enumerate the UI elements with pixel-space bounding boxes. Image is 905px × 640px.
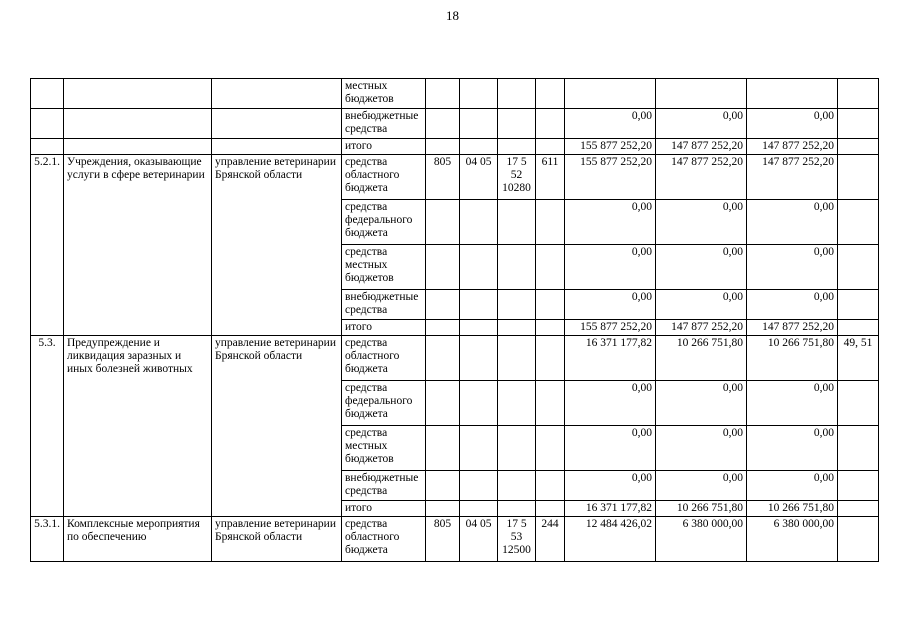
target-article-cell xyxy=(498,290,536,320)
target-article-cell xyxy=(498,320,536,336)
amount-year3-cell: 147 877 252,20 xyxy=(747,155,838,200)
funding-source-cell: итого xyxy=(342,139,426,155)
table-row xyxy=(31,517,879,562)
funding-source-cell: внебюджетные средства xyxy=(342,290,426,320)
measure-name-cell xyxy=(64,139,212,155)
amount-year2-cell: 0,00 xyxy=(656,245,747,290)
funding-source-cell: средства местных бюджетов xyxy=(342,426,426,471)
amount-year3-cell: 0,00 xyxy=(747,426,838,471)
expense-type-cell xyxy=(536,245,565,290)
table-row xyxy=(31,109,879,139)
expense-type-cell: 244 xyxy=(536,517,565,562)
amount-year1-cell xyxy=(565,79,656,109)
indicator-ref-cell xyxy=(838,109,879,139)
funding-source-cell: средства федерального бюджета xyxy=(342,200,426,245)
gov-code-cell xyxy=(426,245,460,290)
gov-code-cell: 805 xyxy=(426,517,460,562)
target-article-cell xyxy=(498,200,536,245)
amount-year1-cell: 0,00 xyxy=(565,381,656,426)
executor-cell: управление ветеринарии Брянской области xyxy=(212,517,342,562)
expense-type-cell: 611 xyxy=(536,155,565,200)
section-code-cell xyxy=(460,320,498,336)
row-number-cell: 5.2.1. xyxy=(31,155,64,336)
expense-type-cell xyxy=(536,200,565,245)
expense-type-cell xyxy=(536,381,565,426)
indicator-ref-cell xyxy=(838,200,879,245)
funding-source-cell: местных бюджетов xyxy=(342,79,426,109)
amount-year3-cell: 0,00 xyxy=(747,471,838,501)
executor-cell xyxy=(212,139,342,155)
expense-type-cell xyxy=(536,109,565,139)
funding-source-cell: средства областного бюджета xyxy=(342,517,426,562)
target-article-cell xyxy=(498,139,536,155)
amount-year3-cell: 0,00 xyxy=(747,200,838,245)
target-article-cell: 17 5 53 12500 xyxy=(498,517,536,562)
funding-source-cell: внебюджетные средства xyxy=(342,471,426,501)
amount-year1-cell: 16 371 177,82 xyxy=(565,501,656,517)
section-code-cell xyxy=(460,139,498,155)
executor-cell xyxy=(212,79,342,109)
indicator-ref-cell xyxy=(838,426,879,471)
amount-year1-cell: 16 371 177,82 xyxy=(565,336,656,381)
executor-cell xyxy=(212,109,342,139)
target-article-cell xyxy=(498,79,536,109)
indicator-ref-cell xyxy=(838,517,879,562)
amount-year2-cell: 147 877 252,20 xyxy=(656,155,747,200)
executor-cell: управление ветеринарии Брянской области xyxy=(212,155,342,336)
amount-year2-cell: 147 877 252,20 xyxy=(656,320,747,336)
row-number-cell xyxy=(31,109,64,139)
amount-year2-cell: 6 380 000,00 xyxy=(656,517,747,562)
gov-code-cell xyxy=(426,139,460,155)
row-number-cell: 5.3. xyxy=(31,336,64,517)
table-row xyxy=(31,336,879,381)
amount-year2-cell xyxy=(656,79,747,109)
funding-source-cell: итого xyxy=(342,501,426,517)
target-article-cell xyxy=(498,245,536,290)
indicator-ref-cell xyxy=(838,155,879,200)
amount-year2-cell: 0,00 xyxy=(656,471,747,501)
table-row xyxy=(31,155,879,200)
expense-type-cell xyxy=(536,320,565,336)
section-code-cell xyxy=(460,245,498,290)
amount-year2-cell: 0,00 xyxy=(656,290,747,320)
gov-code-cell xyxy=(426,200,460,245)
indicator-ref-cell xyxy=(838,320,879,336)
amount-year3-cell: 0,00 xyxy=(747,109,838,139)
expense-type-cell xyxy=(536,471,565,501)
section-code-cell: 04 05 xyxy=(460,517,498,562)
amount-year3-cell xyxy=(747,79,838,109)
gov-code-cell xyxy=(426,290,460,320)
measure-name-cell: Предупреждение и ликвидация заразных и иных болезней животных xyxy=(64,336,212,517)
amount-year2-cell: 147 877 252,20 xyxy=(656,139,747,155)
indicator-ref-cell xyxy=(838,290,879,320)
target-article-cell xyxy=(498,381,536,426)
amount-year1-cell: 0,00 xyxy=(565,200,656,245)
expense-type-cell xyxy=(536,501,565,517)
gov-code-cell xyxy=(426,109,460,139)
amount-year2-cell: 0,00 xyxy=(656,109,747,139)
section-code-cell xyxy=(460,79,498,109)
section-code-cell xyxy=(460,336,498,381)
amount-year1-cell: 0,00 xyxy=(565,471,656,501)
section-code-cell xyxy=(460,200,498,245)
gov-code-cell xyxy=(426,381,460,426)
amount-year1-cell: 0,00 xyxy=(565,109,656,139)
amount-year3-cell: 0,00 xyxy=(747,245,838,290)
indicator-ref-cell xyxy=(838,381,879,426)
indicator-ref-cell xyxy=(838,245,879,290)
amount-year3-cell: 6 380 000,00 xyxy=(747,517,838,562)
section-code-cell xyxy=(460,471,498,501)
expense-type-cell xyxy=(536,336,565,381)
amount-year3-cell: 147 877 252,20 xyxy=(747,139,838,155)
indicator-ref-cell xyxy=(838,79,879,109)
target-article-cell xyxy=(498,471,536,501)
funding-source-cell: итого xyxy=(342,320,426,336)
target-article-cell xyxy=(498,426,536,471)
gov-code-cell: 805 xyxy=(426,155,460,200)
target-article-cell xyxy=(498,336,536,381)
page-number: 18 xyxy=(446,8,459,23)
section-code-cell xyxy=(460,381,498,426)
amount-year2-cell: 10 266 751,80 xyxy=(656,501,747,517)
amount-year1-cell: 0,00 xyxy=(565,245,656,290)
funding-source-cell: средства федерального бюджета xyxy=(342,381,426,426)
section-code-cell xyxy=(460,426,498,471)
expense-type-cell xyxy=(536,290,565,320)
amount-year3-cell: 10 266 751,80 xyxy=(747,501,838,517)
amount-year1-cell: 12 484 426,02 xyxy=(565,517,656,562)
target-article-cell xyxy=(498,501,536,517)
table-row xyxy=(31,79,879,109)
row-number-cell xyxy=(31,139,64,155)
funding-source-cell: внебюджетные средства xyxy=(342,109,426,139)
budget-table xyxy=(30,78,879,562)
funding-source-cell: средства областного бюджета xyxy=(342,336,426,381)
section-code-cell: 04 05 xyxy=(460,155,498,200)
target-article-cell: 17 5 52 10280 xyxy=(498,155,536,200)
measure-name-cell xyxy=(64,79,212,109)
section-code-cell xyxy=(460,109,498,139)
measure-name-cell: Учреждения, оказывающие услуги в сфере ветеринарии xyxy=(64,155,212,336)
gov-code-cell xyxy=(426,336,460,381)
expense-type-cell xyxy=(536,426,565,471)
amount-year1-cell: 155 877 252,20 xyxy=(565,139,656,155)
amount-year2-cell: 10 266 751,80 xyxy=(656,336,747,381)
amount-year1-cell: 0,00 xyxy=(565,426,656,471)
measure-name-cell xyxy=(64,109,212,139)
amount-year1-cell: 155 877 252,20 xyxy=(565,320,656,336)
indicator-ref-cell xyxy=(838,139,879,155)
indicator-ref-cell xyxy=(838,471,879,501)
amount-year2-cell: 0,00 xyxy=(656,381,747,426)
indicator-ref-cell: 49, 51 xyxy=(838,336,879,381)
amount-year1-cell: 0,00 xyxy=(565,290,656,320)
expense-type-cell xyxy=(536,139,565,155)
amount-year2-cell: 0,00 xyxy=(656,200,747,245)
gov-code-cell xyxy=(426,320,460,336)
measure-name-cell: Комплексные мероприятия по обеспечению xyxy=(64,517,212,562)
row-number-cell: 5.3.1. xyxy=(31,517,64,562)
target-article-cell xyxy=(498,109,536,139)
gov-code-cell xyxy=(426,426,460,471)
amount-year3-cell: 10 266 751,80 xyxy=(747,336,838,381)
section-code-cell xyxy=(460,501,498,517)
table-row xyxy=(31,139,879,155)
amount-year1-cell: 155 877 252,20 xyxy=(565,155,656,200)
gov-code-cell xyxy=(426,79,460,109)
amount-year3-cell: 0,00 xyxy=(747,381,838,426)
executor-cell: управление ветеринарии Брянской области xyxy=(212,336,342,517)
gov-code-cell xyxy=(426,471,460,501)
amount-year3-cell: 0,00 xyxy=(747,290,838,320)
indicator-ref-cell xyxy=(838,501,879,517)
funding-source-cell: средства областного бюджета xyxy=(342,155,426,200)
expense-type-cell xyxy=(536,79,565,109)
amount-year2-cell: 0,00 xyxy=(656,426,747,471)
section-code-cell xyxy=(460,290,498,320)
table-body xyxy=(31,79,879,562)
gov-code-cell xyxy=(426,501,460,517)
amount-year3-cell: 147 877 252,20 xyxy=(747,320,838,336)
row-number-cell xyxy=(31,79,64,109)
funding-source-cell: средства местных бюджетов xyxy=(342,245,426,290)
